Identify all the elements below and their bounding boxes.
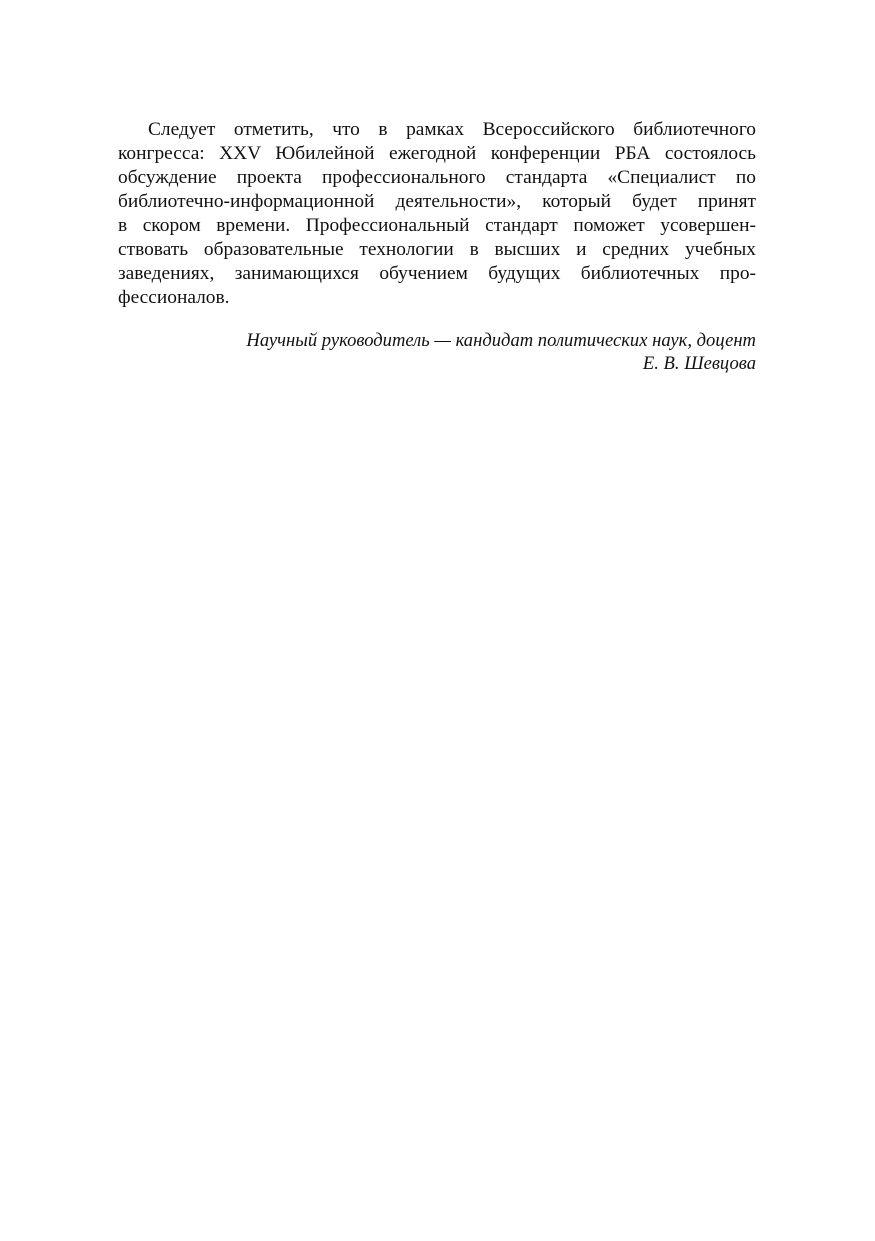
supervisor-signature bbox=[118, 329, 756, 375]
paragraph-line: библиотечно-информационной деятельности», который будет принят bbox=[118, 191, 756, 212]
paragraph-line: обсуждение проекта профессионального стандарта «Специалист по bbox=[118, 167, 756, 188]
paragraph-line: заведениях, занимающихся обучением будущих библиотечных про- bbox=[118, 263, 756, 284]
paragraph-line: конгресса: XXV Юбилейной ежегодной конференции РБА состоялось bbox=[118, 143, 756, 164]
paragraph-line: фессионалов. bbox=[118, 287, 230, 308]
text-block bbox=[118, 118, 756, 375]
paragraph-line: в скором времени. Профессиональный стандарт поможет усовершен- bbox=[118, 215, 756, 236]
supervisor-role: Научный руководитель — кандидат политических наук, доцент bbox=[246, 330, 756, 351]
paragraph-line: ствовать образовательные технологии в высших и средних учебных bbox=[118, 239, 756, 260]
paragraph-line: Следует отметить, что в рамках Всероссийского библиотечного bbox=[148, 119, 756, 140]
body-paragraph bbox=[118, 118, 756, 310]
supervisor-name: Е. В. Шевцова bbox=[642, 353, 756, 374]
